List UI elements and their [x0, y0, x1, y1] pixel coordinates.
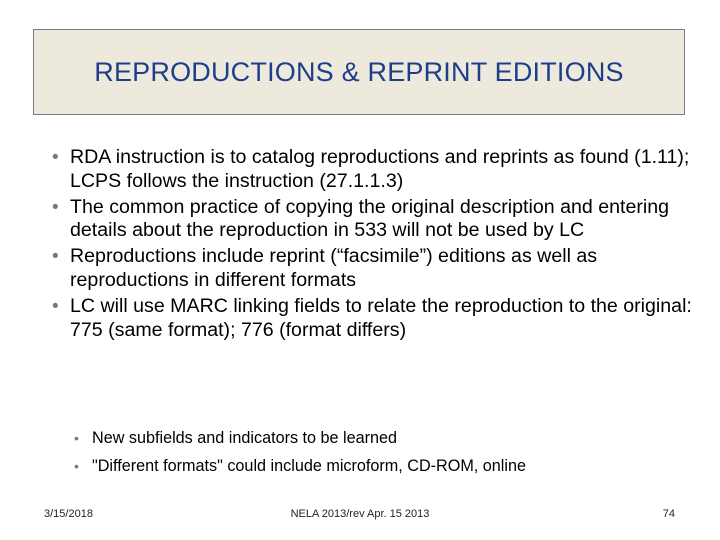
title-box — [33, 29, 685, 115]
bullet-icon: • — [52, 147, 59, 168]
sub-bullet-item — [74, 424, 694, 452]
bullet-item — [52, 146, 692, 194]
footer-date: 3/15/2018 — [44, 508, 93, 520]
bullet-icon: • — [52, 196, 59, 218]
slide-title: REPRODUCTIONS & REPRINT EDITIONS — [94, 56, 624, 87]
bullet-text: RDA instruction is to catalog reproductions and reprints as found (1.11); LCPS follows the instruction (27.1.1.3) — [70, 146, 690, 192]
bullet-icon: • — [74, 430, 79, 446]
bullet-item — [52, 196, 692, 244]
sub-bullet-item — [74, 452, 694, 480]
sub-bullet-text: New subfields and indicators to be learned — [92, 429, 398, 447]
bullet-text: The common practice of copying the original description and entering details about the reproduction in 533 will not be used by LC — [70, 195, 670, 242]
bullet-item — [52, 245, 692, 293]
footer-center-text: NELA 2013/rev Apr. 15 2013 — [290, 508, 430, 520]
bullet-list — [52, 146, 692, 344]
sub-bullet-list — [74, 424, 694, 480]
bullet-text: LC will use MARC linking fields to relate the reproduction to the original: 775 (same format); 776 (format differs) — [70, 294, 692, 341]
page-number: 74 — [662, 508, 675, 520]
bullet-icon: • — [52, 246, 59, 268]
bullet-text: Reproductions include reprint (“facsimile”) editions as well as reproductions in different formats — [70, 245, 598, 291]
bullet-icon: • — [74, 458, 79, 474]
bullet-item — [52, 295, 692, 343]
sub-bullet-text: "Different formats" could include microform, CD-ROM, online — [92, 457, 527, 475]
bullet-icon: • — [52, 295, 59, 317]
